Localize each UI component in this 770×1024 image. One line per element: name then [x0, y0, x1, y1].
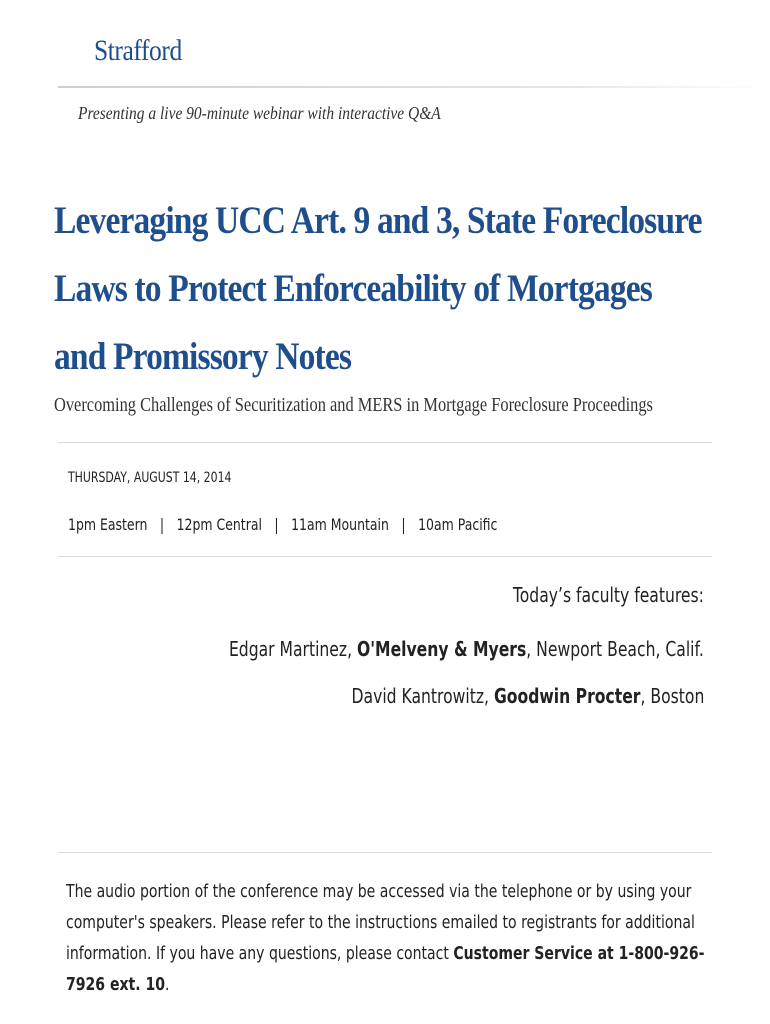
faculty-firm: O'Melveny & Myers	[357, 637, 527, 661]
webinar-subtitle: Overcoming Challenges of Securitization and MERS in Mortgage Foreclosure Proceedings	[54, 394, 653, 416]
webinar-title	[54, 187, 708, 391]
strafford-logo: Strafford	[94, 34, 182, 67]
divider	[58, 442, 712, 443]
faculty-member	[229, 637, 704, 661]
time-separator: |	[159, 515, 165, 534]
title-line: and Promissory Notes	[54, 335, 352, 378]
tagline: Presenting a live 90-minute webinar with interactive Q&A	[78, 103, 441, 123]
faculty-location: , Newport Beach, Calif.	[526, 637, 704, 661]
time-central: 12pm Central	[176, 515, 262, 534]
time-separator: |	[274, 515, 279, 534]
faculty-name: David Kantrowitz,	[351, 684, 494, 708]
faculty-member	[351, 684, 704, 708]
event-date: THURSDAY, AUGUST 14, 2014	[68, 470, 232, 486]
time-separator: |	[401, 515, 406, 534]
audio-notice	[66, 876, 706, 1000]
faculty-name: Edgar Martinez,	[229, 637, 358, 661]
title-line: Leveraging UCC Art. 9 and 3, State Foreclosure	[54, 199, 702, 242]
audio-notice-text: The audio portion of the conference may be accessed via the telephone or by using your computer's speakers. Please refer to the instructions emailed to registrants for additional information. If you have any questions, please contact	[66, 881, 695, 964]
time-pacific: 10am Pacific	[418, 515, 498, 534]
faculty-location: , Boston	[640, 684, 704, 708]
time-mountain: 11am Mountain	[291, 515, 389, 534]
divider	[58, 556, 712, 557]
header-divider	[58, 86, 770, 88]
time-eastern: 1pm Eastern	[68, 515, 148, 534]
faculty-firm: Goodwin Procter	[493, 684, 641, 708]
faculty-heading: Today’s faculty features:	[512, 583, 704, 607]
divider	[58, 852, 712, 853]
title-line: Laws to Protect Enforceability of Mortgages	[54, 267, 652, 310]
customer-service-contact: Customer Service at 1-800-926-7926 ext. 10	[66, 943, 705, 995]
audio-notice-end: .	[165, 974, 170, 995]
event-times	[68, 515, 497, 534]
